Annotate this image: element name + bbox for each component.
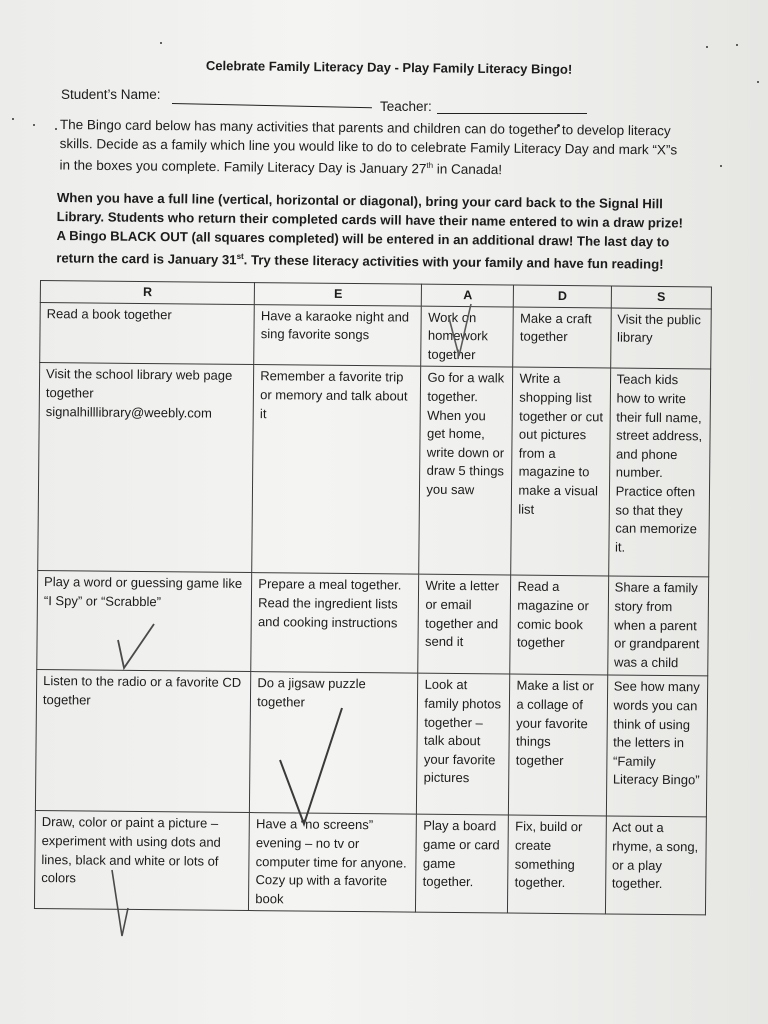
bingo-square[interactable] xyxy=(249,813,417,913)
paper-speck xyxy=(720,165,722,167)
activity-text: Look at family photos together – talk about your favorite pictures xyxy=(423,677,502,786)
activity-text: Fix, build or create something together. xyxy=(514,818,583,891)
activity-text: Teach kids how to write their full name, street address, and phone number. Practice often so that they can memorize it. xyxy=(615,371,703,555)
rules-line: Library. Students who return their completed cards will have their name entered to win a draw prize! xyxy=(56,208,684,231)
bingo-square[interactable] xyxy=(416,815,509,914)
bingo-square[interactable] xyxy=(421,306,514,368)
bingo-square[interactable] xyxy=(509,674,608,816)
intro-superscript: th xyxy=(426,160,434,170)
paper-speck xyxy=(757,81,759,83)
column-header-a: A xyxy=(422,284,514,306)
bingo-row xyxy=(34,811,706,915)
activity-text: Play a board game or card game together. xyxy=(422,818,500,890)
column-header-s: S xyxy=(611,286,712,309)
bingo-square[interactable] xyxy=(418,575,511,675)
activity-text: Write a letter or email together and send it xyxy=(424,578,500,650)
activity-text: Prepare a meal together. Read the ingredient lists and cooking instructions xyxy=(257,576,402,631)
activity-text: Write a shopping list together or cut out pictures from a magazine to make a visual list xyxy=(518,370,604,517)
student-name-label: Student’s Name: xyxy=(61,87,161,102)
intro-text: in Canada! xyxy=(432,161,503,178)
bingo-square[interactable] xyxy=(252,365,421,575)
activity-text: Play a word or guessing game like “I Spy” or “Scrabble” xyxy=(43,574,243,610)
bingo-row xyxy=(40,302,712,369)
bingo-square[interactable] xyxy=(608,368,710,577)
bingo-square[interactable] xyxy=(40,302,255,365)
bingo-card xyxy=(34,280,712,960)
activity-text: Share a family story from when a parent or grandparent was a child xyxy=(613,579,700,670)
bingo-row xyxy=(38,363,711,577)
activity-text: Read a book together xyxy=(46,305,172,322)
activity-text: Have a “no screens” evening – no tv or computer time for anyone. Cozy up with a favorite book xyxy=(255,816,407,907)
column-header-d: D xyxy=(514,285,611,308)
bingo-square[interactable] xyxy=(35,670,251,813)
activity-text: Go for a walk together. When you get home, write down or draw 5 things you saw xyxy=(426,370,505,498)
activity-text: Read a magazine or comic book together xyxy=(516,578,589,651)
rules-text: return the card is January 31 xyxy=(56,250,237,268)
rules-text: . Try these literacy activities with your family and have fun reading! xyxy=(243,252,664,272)
bingo-square[interactable] xyxy=(511,367,610,576)
rules-paragraph xyxy=(56,188,717,274)
paper-speck xyxy=(706,46,708,48)
rules-line: A Bingo BLACK OUT (all squares completed) will be entered in an additional draw! The last day to xyxy=(56,227,670,250)
rules-superscript: st xyxy=(236,251,244,261)
activity-text: See how many words you can think of using the letters in “Family Literacy Bingo” xyxy=(612,678,700,788)
bingo-square[interactable] xyxy=(254,304,422,366)
intro-paragraph xyxy=(59,116,720,182)
bingo-row xyxy=(35,670,707,817)
activity-text: Work on homework together xyxy=(427,309,488,362)
intro-line: The Bingo card below has many activities that parents and children can do together to develop literacy xyxy=(59,116,671,139)
bingo-square[interactable] xyxy=(610,308,711,370)
activity-text: Make a craft together xyxy=(519,310,592,345)
activity-text: Visit the school library web page together signalhilllibrary@weebly.com xyxy=(45,366,233,421)
paper-speck xyxy=(55,128,57,130)
bingo-square[interactable] xyxy=(38,363,254,573)
bingo-row xyxy=(37,571,709,676)
activity-text: Have a karaoke night and sing favorite songs xyxy=(260,307,410,343)
activity-text: Act out a rhyme, a song, or a play together. xyxy=(611,819,699,892)
bingo-square[interactable] xyxy=(419,367,513,576)
paper-speck xyxy=(160,42,162,44)
activity-text: Visit the public library xyxy=(617,311,701,346)
column-header-e: E xyxy=(255,283,422,306)
activity-text: Do a jigsaw puzzle together xyxy=(257,675,366,710)
bingo-table xyxy=(34,280,712,916)
activity-text: Make a list or a collage of your favorite things together xyxy=(515,677,594,768)
intro-text: in the boxes you complete. Family Literacy Day is January 27 xyxy=(59,157,427,177)
activity-text: Remember a favorite trip or memory and talk about it xyxy=(259,368,408,421)
activity-text: Listen to the radio or a favorite CD together xyxy=(42,673,242,708)
intro-line: skills. Decide as a family which line you would like to do to celebrate Family Literacy Day and mark “X”s xyxy=(59,135,678,157)
rules-line: When you have a full line (vertical, horizontal or diagonal), bring your card back to the Signal Hill xyxy=(56,189,663,212)
column-header-r: R xyxy=(40,281,254,305)
teacher-name-blank[interactable] xyxy=(437,113,587,114)
bingo-square[interactable] xyxy=(251,573,419,674)
bingo-square[interactable] xyxy=(606,675,708,817)
bingo-square[interactable] xyxy=(508,815,606,914)
bingo-square[interactable] xyxy=(34,811,249,911)
bingo-square[interactable] xyxy=(607,576,708,676)
bingo-square[interactable] xyxy=(513,307,611,369)
page-title: Celebrate Family Literacy Day - Play Family Literacy Bingo! xyxy=(205,58,573,77)
bingo-square[interactable] xyxy=(250,672,419,815)
bingo-square[interactable] xyxy=(417,674,510,816)
bingo-square[interactable] xyxy=(510,575,608,675)
paper-speck xyxy=(33,124,35,126)
activity-text: Draw, color or paint a picture – experiment with using dots and lines, black and white or lots of colors xyxy=(41,814,221,886)
teacher-label: Teacher: xyxy=(380,99,432,114)
paper-speck xyxy=(12,118,14,120)
paper-speck xyxy=(736,44,738,46)
bingo-square[interactable] xyxy=(37,571,252,672)
bingo-square[interactable] xyxy=(605,816,706,915)
student-name-blank[interactable] xyxy=(172,103,372,108)
